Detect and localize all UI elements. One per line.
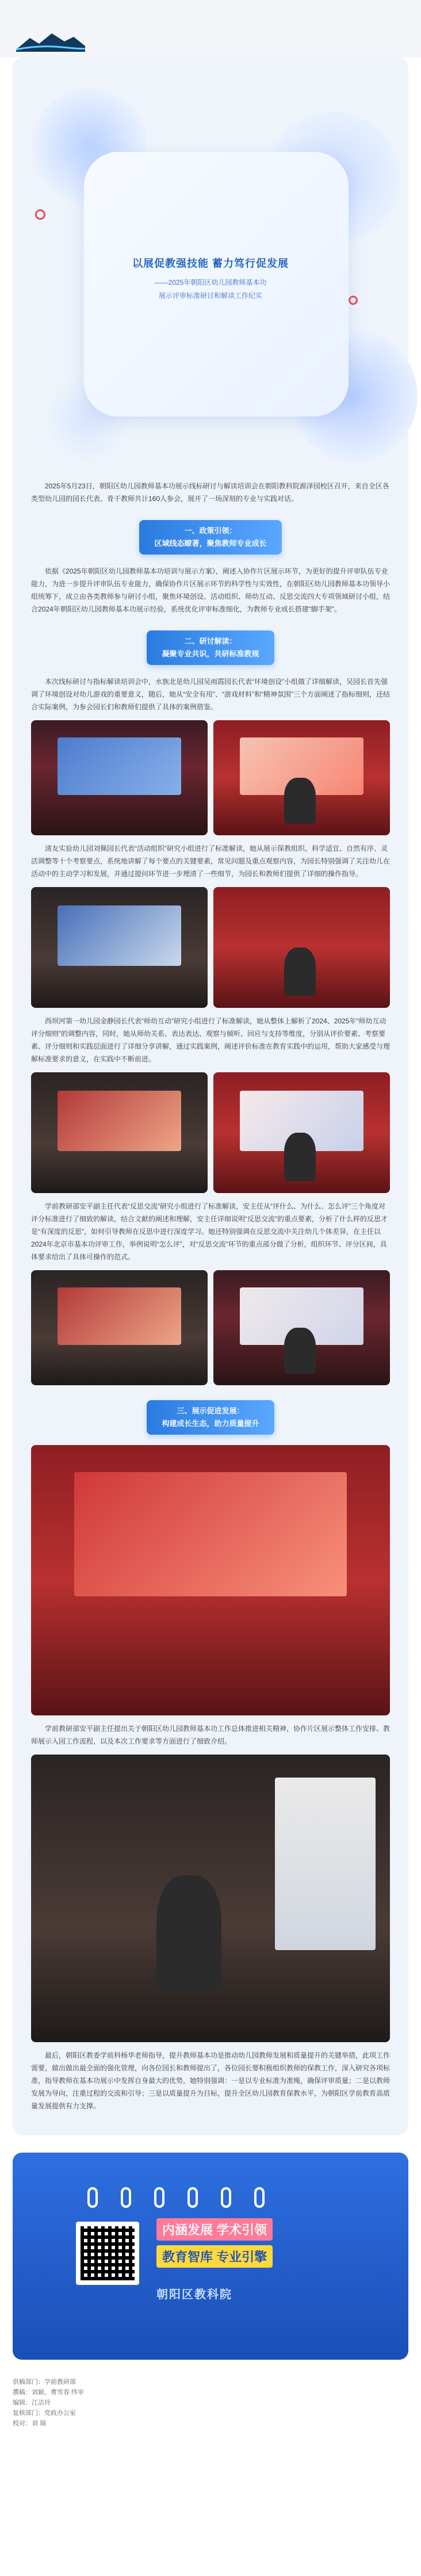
top-banner — [0, 0, 421, 58]
binder-ring-icon — [154, 2187, 164, 2208]
photo — [213, 1270, 390, 1385]
section-title: 构建成长生态，助力质量提升 — [162, 1419, 259, 1428]
binder-ring-icon — [254, 2187, 265, 2208]
photo-row — [21, 1270, 400, 1385]
intro-paragraph: 2025年5月23日，朝阳区幼儿园教师基本功展示线标研讨与解读培训会在朝阳教科院源泽园校区召开，来自全区各类型幼儿园的园长代表、骨干教师共计160人参会，展开了一场深刻的专业与实践对话。 — [31, 482, 389, 503]
credit-line: 撰稿：刘颖、曹雪春 终审 — [13, 2389, 85, 2396]
card-spacer — [21, 2118, 400, 2127]
article-card — [13, 58, 408, 2135]
slogan-line: 内涵发展 学术引领 — [156, 2218, 273, 2241]
binder-ring-icon — [221, 2187, 231, 2208]
section-paragraph: 清友实验幼儿园刘佩园长代表“活动组织”研究小组进行了标准解读，她从展示保教组织、科学适宜、自然有序、灵活调整等十个考察要点，系统地讲解了每个要点的关键要素，常见问题及重点观察内容，为园长特别强调了关注幼儿在活动中的主动学习和发展，并通过提问环节进一步理清了一些细节，为园长和教师们提供了详细的操作指导。 — [31, 844, 391, 878]
brand-name: 朝阳区教科院 — [156, 2288, 232, 2301]
section-title: 区域线态瞭著，聚焦教师专业成长 — [154, 539, 267, 548]
photo-row — [21, 720, 400, 835]
credit-line: 供稿部门：学前教研部 — [13, 2379, 76, 2386]
photo — [31, 1445, 390, 1715]
photo — [213, 1072, 390, 1193]
slogan-line: 教育智库 专业引擎 — [156, 2245, 273, 2268]
binder-rings — [87, 2187, 265, 2208]
photo-row — [21, 1072, 400, 1193]
binder-ring-icon — [121, 2187, 131, 2208]
photo — [31, 1755, 390, 2042]
credit-line: 校对：刘 瑞 — [13, 2420, 47, 2427]
photo-person — [284, 947, 316, 996]
section-number: 二、研讨解读： — [184, 637, 237, 645]
photo-screen — [58, 737, 181, 795]
section-pill — [147, 1400, 274, 1435]
section-number: 三、展示促进发展： — [177, 1407, 244, 1415]
photo-screen — [74, 1472, 347, 1596]
section-paragraph: 学前教研部安平副主任代表“反思交流”研究小组进行了标准解读，安主任从“评什么、为什么、怎么评”三个角度对评分标准进行了细致的解读，结合文献的阐述和理解，安主任详细说明“反思交流”的重点要素，分析了什么样的反思才是“有深度的反思”，如何引导教师在反思中进行深度学习。她还特别强调在反思交流中关注幼儿个体差异，在主任以2024年北京市基本功评审工作，举例说明“怎么评”，对“反思交流”环节的重点部分做了分析，组织环节、评分区间，具体要求给出了具体可操作的范式。 — [31, 1202, 388, 1261]
section-pill — [139, 520, 281, 555]
photo-person — [284, 1328, 316, 1374]
photo-screen — [58, 905, 181, 966]
slogan — [156, 2216, 329, 2270]
title-area — [21, 66, 400, 480]
photo — [213, 887, 390, 1008]
photo-person — [284, 1133, 316, 1181]
photo-row — [21, 887, 400, 1008]
title-block — [21, 255, 400, 300]
page-title: 以展促教强技能 蓄力笃行促发展 — [132, 258, 289, 269]
photo-screen — [58, 1287, 181, 1345]
binder-ring-icon — [187, 2187, 198, 2208]
section-paragraph: 学前教研部安平副主任提出关于朝阳区幼儿园教师基本功工作总体推进相关精神，协作片区展示整体工作安排、教师展示入园工作流程，以及本次工作要求等方面进行了细致介绍。 — [31, 1725, 391, 1745]
decor-ring-icon — [35, 209, 45, 220]
photo — [213, 720, 390, 835]
section-title: 凝聚专业共识，共研标准教规 — [162, 649, 259, 658]
credit-line: 复核部门：党政办公室 — [13, 2410, 76, 2417]
section-paragraph: 西坝河第一幼儿园金静园长代表“师幼互动”研究小组进行了标准解读，她从整体上解析了2024、2025年“师幼互动评分细则”的调整内容，同时，她从师幼关系、表达表达、观察与倾听、回应与支持等维度，分别从评价要素、考察要素、评分细则和实践层面进行了详细分享讲解，通过实践案例，阐述评价标准在教育实践中的运用，帮助大家感受与理解标准要求的意义，在实践中不断前进。 — [31, 1017, 391, 1063]
photo — [31, 720, 208, 835]
photo — [31, 1270, 208, 1385]
article-card-wrap — [0, 58, 421, 2135]
mountain-logo-icon — [16, 29, 85, 52]
qr-code-icon — [81, 2226, 135, 2280]
section-number: 一、政策引领： — [184, 526, 237, 535]
page-subtitle: 展示评审标准研讨和解读工作纪实 — [158, 292, 262, 300]
section-header — [21, 520, 400, 555]
photo-person — [284, 778, 316, 824]
photo — [31, 887, 208, 1008]
section-paragraph: 本次线标研讨与指标解读培训会中，水族北是幼儿园吴雨霞园长代表“环境创设”小组做了详细解读，吴园长首先强调了环境创设对幼儿游戏的重要意义，随后，她从“安全有用”、“游戏材料”和“精神氛围”三个方面阐述了指标细则，还结合实际案例，为参会园长们和教师们提供了具体的案例借鉴。 — [31, 678, 390, 711]
page-subtitle: ——2025年朝阳区幼儿园教师基本功 — [154, 278, 267, 286]
photo-person — [156, 1875, 221, 1990]
credits — [0, 2360, 421, 2452]
binder-ring-icon — [87, 2187, 98, 2208]
section-header — [21, 1400, 400, 1435]
photo — [31, 1072, 208, 1193]
section-pill — [147, 630, 274, 665]
section-paragraph: 依据《2025年朝阳区幼儿园教师基本功培训与展示方案》，阐述入协作片区展示环节，为更好的提升评审队伍专业能力，为进一步提升评审队伍专业能力，确保协作片区展示环节的科学性与实效性，在朝阳区幼儿园教师基本功领导小组统筹下，成立由各类教师参与研讨小组，聚焦环境创设、活动组织、师幼互动、反思交流四大专项领域研讨小组，结合2024年朝阳区幼儿园教师基本功展示经验，系统优化评审标准细化，为教师专业成长搭建“脚手架”。 — [31, 567, 391, 613]
section-paragraph: 最后，朝阳区教委学前科杨华老师指导，提升教师基本功是推动幼儿园教师发展和质量提升的关键举措，此项工作需要，做出做出最全面的强化管理，向各位园长和教师提出了，各位园长要积极组织教师的保教工作，深入研究各项标准，指导教师在基本功展示中发挥自身最大的优势，她特别强调：一是以专业标准为准绳，确保评审质量；二是以教师发展为导向，注重过程的交流和引导；三是以质量提升为目标，提升全区幼儿园教育保教水平，为朝阳区学前教育高质量发展提供有力支撑。 — [31, 2051, 391, 2110]
footer-banner — [13, 2153, 408, 2360]
photo-screen — [275, 1778, 376, 1950]
section-header — [21, 630, 400, 665]
credit-line: 编辑：江洁玲 — [13, 2399, 51, 2406]
qr-code[interactable] — [76, 2222, 139, 2285]
photo-screen — [58, 1091, 181, 1151]
